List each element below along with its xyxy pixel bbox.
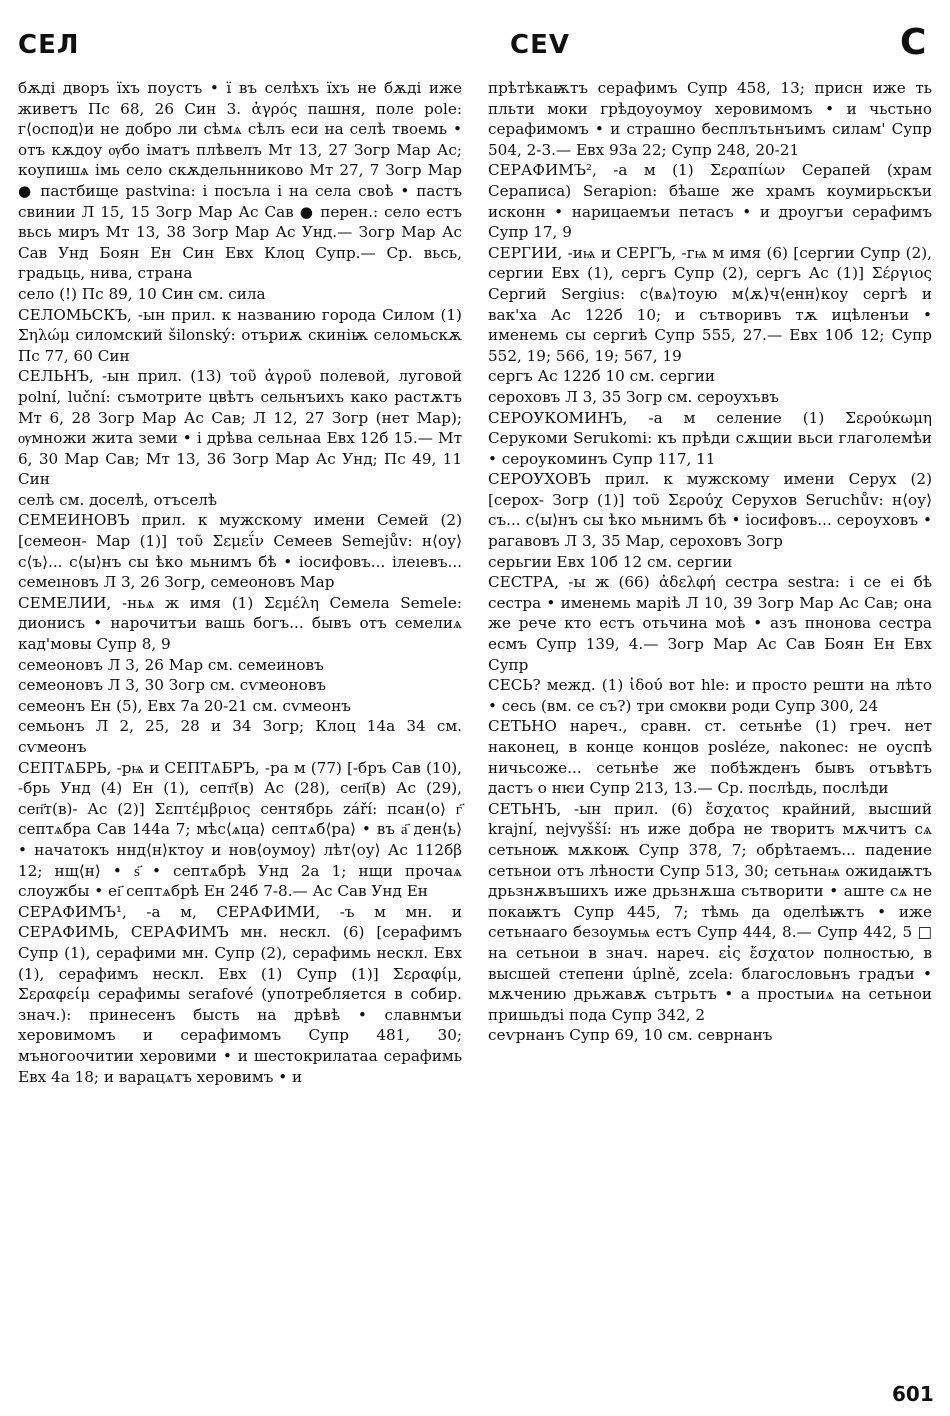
entry: СЕЛОМЬСКЪ, -ын прил. к названию города Силом (1) Σηλώμ силомский šilonský: отъриѫ скинiѭ селомьскѫ Пс 77, 60 Син	[18, 305, 462, 365]
entry: СЕСТРА, -ы ж (66) ἀδελφή сестра sestra: i се еi бѣ сестра • именемь марiѣ Л 10, 39 Зогр Мар Ас Сав; она же рече кто естъ отьчина моѣ • азъ пнонова сестра есмъ Супр 139, 4.— Зогр Мар Ас Сав Боян Ен Евх Супр	[488, 573, 932, 674]
entry: семеонъ Ен (5), Евх 7а 20-21 см. сѵмеонъ	[18, 696, 351, 715]
entry: СЕРАФИМЪ¹, -а м, СЕРАФИМИ, -ъ м мн. и СЕРАФИМЬ, СЕРАФИМЪ мн. нескл. (6) [серафимъ Супр (1), серафими мн. Супр (2), серафимь нескл. Евх (1), серафимъ нескл. Евх (1) Супр (1)] Σεραφίμ, Σεραφείμ серафимы serafové (употребляется в собир. знач.): принесенъ бысть на дрѣвѣ • славнмъи херовимомъ и серафимомъ Супр 481, 30; мъногоочитии херовими • и шестокрилатаа серафимь Евх 4а 18; и варацѧтъ херовимъ • и	[18, 902, 462, 1086]
section-letter: С	[900, 22, 928, 63]
page-number: 601	[892, 1382, 934, 1406]
left-guide-word: СЕЛ	[18, 30, 80, 60]
entry: село (!) Пс 89, 10 Син см. сила	[18, 284, 266, 303]
entry: семьонъ Л 2, 25, 28 и 34 Зогр; Клоц 14а 34 см. сѵмеонъ	[18, 717, 462, 756]
entry: семеоновъ Л 3, 26 Мар см. семеиновъ	[18, 655, 324, 674]
entry: СЕРГИИ, -иѩ и СЕРГЪ, -гѩ м имя (6) [сергии Супр (2), сергии Евх (1), сергъ Супр (2), сергъ Ас (1)] Σέργιος Сергий Sergius: с⟨вѧ⟩тоую м⟨ѫ⟩ч⟨енн⟩коу сергѣ и вак'ха Ас 122б 10; и сътворивъ тѫ ицѣленъи • именемь сы сергиѣ Супр 555, 27.— Евх 10б 12; Супр 552, 19; 566, 19; 567, 19	[488, 243, 932, 365]
left-column	[18, 78, 462, 1087]
entry: сеѵрнанъ Супр 69, 10 см. севрнанъ	[488, 1026, 773, 1045]
entry: СЕСЬ? межд. (1) ἰδού вот hle: и просто решти на лѣто • сесь (вм. се съ?) три смокви роди Супр 300, 24	[488, 676, 932, 715]
entry: СЕМЕЛИИ, -ньѧ ж имя (1) Σεμέλη Семела Semele: дионисъ • нарочитъи вашь богъ... бывъ отъ семелиѧ кад'мовы Супр 8, 9	[18, 593, 462, 654]
entry: СЕРАФИМЪ², -а м (1) Σεραπίων Серапей (храм Сераписа) Serapion: бѣаше же храмъ коумирьскъи исконн • нарицаемъи петасъ • и дроугъи серафимъ Супр 17, 9	[488, 161, 932, 242]
entry: СЕМЕИНОВЪ прил. к мужскому имени Семей (2) [семеон- Мар (1)] τοῦ Σεμεΐν Семеев Semejův: н⟨оу⟩с⟨ъ⟩... с⟨ы⟩нъ сы ѣко мьнимъ бѣ • iосифовъ... iлеıевъ... семеıновъ Л 3, 26 Зогр, семеоновъ Мар	[18, 511, 462, 592]
entry: СЕРОУКОМИНЪ, -а м селение (1) Σερούκωμη Серукоми Serukomi: къ прѣди сѫщии вьси глаголемѣи • сероукоминъ Супр 117, 11	[488, 408, 932, 468]
entry: СЕТЬНЪ, -ын прил. (6) ἔσχατος крайний, высший krajní, nejvyšší: нъ иже добра не творитъ мѫчитъ сѧ сетьноѭ мѫкоѭ Супр 378, 7; обрѣтаемъ... падение сетьнои отъ лѣности Супр 513, 30; сетьнаѩ ожидаѭтъ дрьзнѫвъшихъ иже дрьзнѫша сътворити • аште сѧ не покаѭтъ Супр 445, 7; тѣмь да оделѣѭтъ • иже сетьнааго безоумьѩ естъ Супр 444, 8.— Супр 442, 5 □ на сетьнои в знач. нареч. εἰς ἔσχατον полностью, в высшей степени úplně, zcela: благословьнъ градъи • мѫчению дрьжавѫ сътрьтъ • а простыиѧ на сетьнои пришьдъі пода Супр 342, 2	[488, 799, 932, 1024]
entry: селѣ см. доселѣ, отъселѣ	[18, 490, 218, 509]
center-guide-word: СЕV	[510, 30, 570, 60]
entry: серьгии Евх 10б 12 см. сергии	[488, 552, 733, 571]
entry: сергъ Ас 122б 10 см. сергии	[488, 367, 716, 386]
entry: бѫдi дворъ їхъ поустъ • ї въ селѣхъ їхъ не бѫдi иже живетъ Пс 68, 26 Син 3. ἀγρός пашня, поле pole: г⟨оспод⟩и не добро ли сѣмѧ сѣлъ еси на селѣ твоемь • отъ кѫдоу ѹбо iматъ плѣвелъ Мт 13, 27 Зогр Мар Ас; коупишѧ iмь село скѫдельнниково Мт 27, 7 Зогр Мар ● пастбище pastvina: i посъла i на села своѣ • пастъ свинии Л 15, 15 Зогр Мар Ас Сав ● перен.: село естъ вьсь миръ Мт 13, 38 Зогр Мар Ас Унд.— Зогр Мар Ас Сав Унд Боян Ен Син Евх Клоц Супр.— Ср. вьсь, градьць, нива, страна	[18, 79, 462, 283]
entry: СЕЛЬНЪ, -ын прил. (13) τοῦ ἀγροῦ полевой, луговой polní, luční: съмотрите цвѣтъ сельнъихъ како растѫтъ Мт 6, 28 Зогр Мар Ас Сав; Л 12, 27 Зогр (нет Мар); ѹмножи жита земи • i дрѣва сельнаа Евх 12б 15.— Мт 6, 30 Мар Сав; Мт 13, 36 Зогр Мар Ас Унд; Пс 49, 11 Син	[18, 367, 462, 489]
entry: СЕПТѦБРЬ, -рѩ и СЕПТѦБРЪ, -ра м (77) [-бръ Сав (10), -брь Унд (4) Ен (1), септ҃(в) Ас (28), сеп҃(в) Ас (29), сеп҃т(в)- Ас (2)] Σεπτέμβριος сентябрь září: псан⟨о⟩ г҃ септѧбра Сав 144а 7; мѣс⟨ѧца⟩ септѧб⟨ра⟩ • въ а҃ ден⟨ь⟩ • начатокъ ннд⟨н⟩ктоу и нов⟨оумоу⟩ лѣт⟨оу⟩ Ас 112бβ 12; нщ⟨н⟩ • ѕ҃ • септѧбрѣ Унд 2а 1; нщи прочаѧ слоужбы • еі҃ септѧбрѣ Ен 24б 7-8.— Ас Сав Унд Ен	[18, 758, 462, 901]
entry: прѣтѣкаѭтъ серафимъ Супр 458, 13; присн иже ть пльти моки грѣдоуоумоу херовимомъ • и чьстьно серафимомъ • и страшно бесплътьнъимъ силам' Супр 504, 2-3.— Евх 93а 22; Супр 248, 20-21	[488, 79, 932, 159]
entry: сероховъ Л 3, 35 Зогр см. сероухъвъ	[488, 387, 779, 406]
running-header	[0, 22, 950, 62]
right-column	[488, 78, 932, 1046]
entry: СЕТЬНО нареч., сравн. ст. сетьнѣе (1) греч. нет наконец, в конце концов posléze, nakonec: не оуспѣ ничьсоже... сетьнѣе же побѣжденъ бывъ отъвѣтъ дастъ о нѥи Супр 213, 13.— Ср. послѣдь, послѣди	[488, 717, 932, 798]
entry: семеоновъ Л 3, 30 Зогр см. сѵмеоновъ	[18, 676, 327, 695]
entry: СЕРОУХОВЪ прил. к мужскому имени Серух (2) [серох- Зогр (1)] τοῦ Σερούχ Серухов Seruchův: н⟨оу⟩съ... с⟨ы⟩нъ сы ѣко мьнимъ бѣ • iосифовъ... сероуховъ • рагавовъ Л 3, 35 Мар, сероховъ Зогр	[488, 470, 932, 551]
